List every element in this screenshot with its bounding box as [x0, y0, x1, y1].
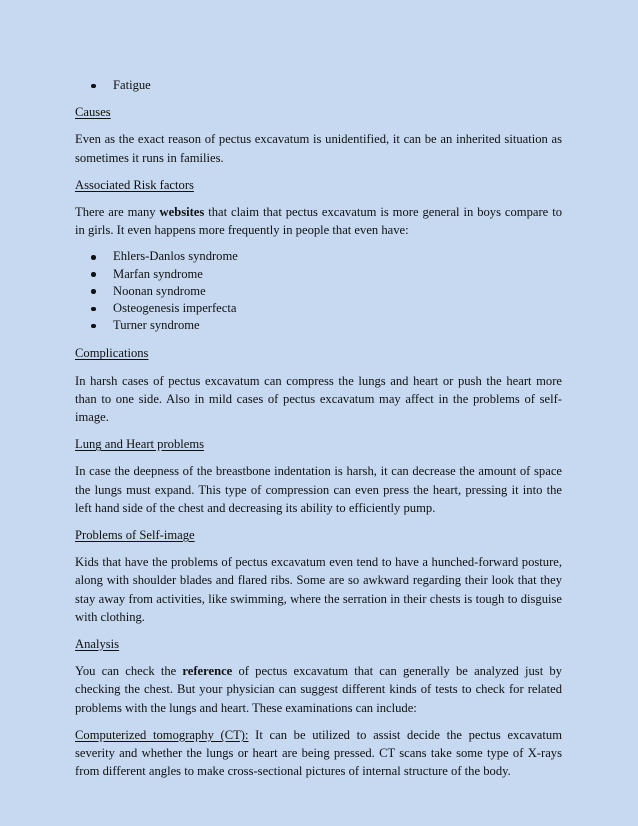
ct-paragraph: Computerized tomography (CT): It can be utilized to assist decide the pectus excavatum severity and whether the lungs or heart are being pressed. CT scans take some type of X-rays from different angles to make cross-sectional pictures of internal structure of the body. [75, 727, 562, 779]
list-item: Osteogenesis imperfecta [91, 300, 562, 317]
self-image-paragraph: Kids that have the problems of pectus excavatum even tend to have a hunched-forward posture, along with shoulder blades and flared ribs. Some are so awkward regarding their look that they stay away from activities, like swimming, where the serration in their chests is tough to disguise with clothing. [75, 555, 562, 624]
bullet-icon [91, 289, 96, 294]
section-heading-causes: Causes [75, 105, 111, 120]
lung-heart-paragraph: In case the deepness of the breastbone indentation is harsh, it can decrease the amount of space the lungs must expand. This type of compression can even press the heart, pressing it into the left hand side of the chest and decreasing its ability to efficiently pump. [75, 464, 562, 515]
analysis-paragraph: You can check the reference of pectus excavatum that can generally be analyzed just by checking the chest. But your physician can suggest different kinds of tests to check for related problems with the lungs and heart. These examinations can include: [75, 664, 562, 715]
bullet-icon [91, 324, 96, 329]
bullet-icon [91, 255, 96, 260]
list-item: Turner syndrome [91, 317, 562, 334]
websites-link[interactable]: websites [159, 205, 205, 219]
list-item: Fatigue [91, 77, 562, 94]
list-item: Noonan syndrome [91, 283, 562, 300]
risk-list [75, 248, 562, 334]
section-heading-complications: Complications [75, 346, 149, 361]
section-heading-analysis: Analysis [75, 636, 120, 651]
bullet-icon [91, 84, 96, 89]
ct-label: Computerized tomography (CT): [75, 727, 249, 742]
list-item: Marfan syndrome [91, 266, 562, 283]
symptom-list [75, 77, 562, 94]
causes-paragraph: Even as the exact reason of pectus excavatum is unidentified, it can be an inherited situation as sometimes it runs in families. [75, 132, 562, 165]
complications-paragraph: In harsh cases of pectus excavatum can compress the lungs and heart or push the heart more than to one side. Also in mild cases of pectus excavatum may affect in the problems of self-image. [75, 373, 562, 424]
section-heading-lung-heart: Lung and Heart problems [75, 437, 205, 452]
list-item: Ehlers-Danlos syndrome [91, 248, 562, 265]
reference-link[interactable]: reference [182, 664, 233, 679]
bullet-icon [91, 307, 96, 312]
bullet-icon [91, 272, 96, 277]
section-heading-self-image: Problems of Self-image [75, 527, 195, 542]
risk-paragraph: There are many websites that claim that pectus excavatum is more general in boys compare to in girls. It even happens more frequently in people that even have: [75, 205, 562, 238]
section-heading-risk-factors: Associated Risk factors [75, 177, 194, 192]
